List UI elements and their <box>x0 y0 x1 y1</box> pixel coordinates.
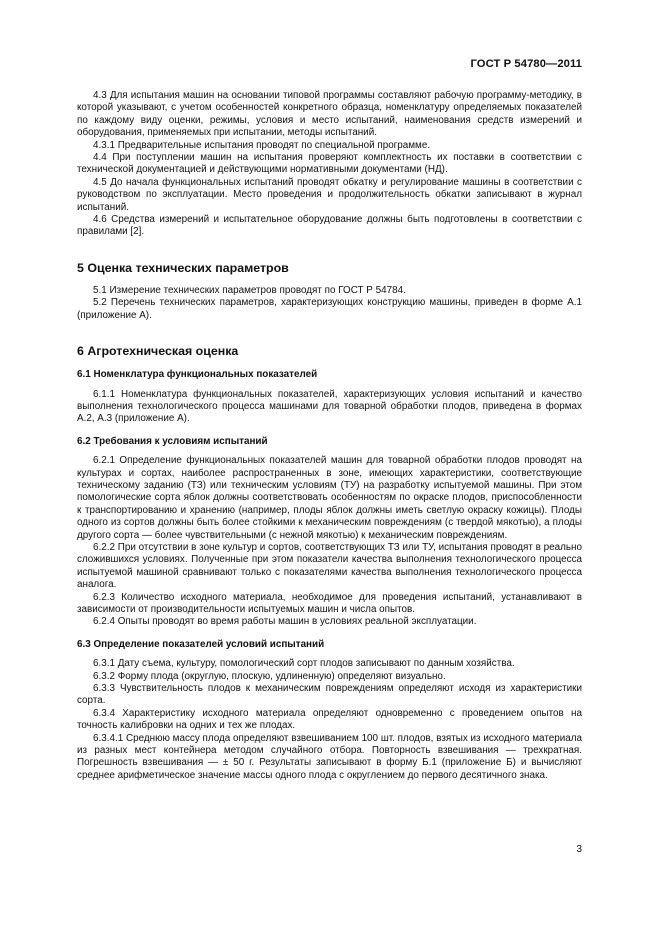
paragraph-4-3-1: 4.3.1 Предварительные испытания проводят по специальной программе. <box>93 139 431 151</box>
subsection-6-3-title: 6.3 Определение показателей условий испытаний <box>77 638 325 650</box>
paragraph-6-3-2: 6.3.2 Форму плода (округлую, плоскую, удлиненную) определяют визуально. <box>93 670 446 682</box>
page-content <box>77 90 582 782</box>
document-code: ГОСТ Р 54780—2011 <box>470 58 582 70</box>
paragraph-6-1-1: 6.1.1 Номенклатура функциональных показателей, характеризующих условия испытаний и качество выполнения технологического процесса машинами для товарной обработки плодов, приведена в формах А.2, А.3 (приложение А). <box>77 388 582 425</box>
paragraph-6-2-4: 6.2.4 Опыты проводят во время работы машин в условиях реальной эксплуатации. <box>93 616 477 628</box>
paragraph-4-3: 4.3 Для испытания машин на основании типовой программы составляют рабочую программу-методику, в которой указывают, с учетом особенностей конкретного образца, номенклатуру определяемых показателей по каждому виду оценки, режимы, условия и место испытаний, наименования средств измерений и оборудования, применяемых при испытании, методы испытаний. <box>77 90 582 139</box>
subsection-6-1-title: 6.1 Номенклатура функциональных показателей <box>77 369 318 381</box>
subsection-6-2-title: 6.2 Требования к условиям испытаний <box>77 435 268 447</box>
paragraph-6-2-2: 6.2.2 При отсутствии в зоне культур и сортов, соответствующих ТЗ или ТУ, испытания проводят в реально сложившихся условиях. Полученные при этом показатели качества выполнения технологического процесса испытуемой машиной сравнивают только с показателями качества выполнения технологического процесса аналога. <box>77 541 582 591</box>
page-number: 3 <box>576 844 582 855</box>
paragraph-6-3-1: 6.3.1 Дату съема, культуру, помологический сорт плодов записывают по данным хозяйства. <box>93 658 515 670</box>
paragraph-6-2-3: 6.2.3 Количество исходного материала, необходимое для проведения испытаний, устанавливают в зависимости от производительности испытуемых машин и числа опытов. <box>77 591 582 615</box>
section-6-title: 6 Агротехническая оценка <box>77 344 239 359</box>
paragraph-4-5: 4.5 До начала функциональных испытаний проводят обкатку и регулирование машины в соответствии с руководством по эксплуатации. Место проведения и продолжительность обкатки записывают в журнал испытаний. <box>77 176 582 213</box>
paragraph-6-2-1: 6.2.1 Определение функциональных показателей машин для товарной обработки плодов проводят на культурах и сортах, наиболее распространенных в зоне, имеющих характеристики, соответствующие техническому заданию (ТЗ) или техническим условиям (ТУ) на разработку испытуемой машины. При этом помологические сорта яблок должны соответствовать особенностям по окраске плодов, приспособленности к транспортированию и хранению (например, плоды яблок должны иметь светлую окраску кожицы). Плоды одного из сортов должны быть более стойкими к механическим повреждениям (с твердой мякотью), а плоды другого сорта — более чувствительными (с нежной мякотью) к механическим повреждениям. <box>77 455 582 541</box>
paragraph-4-4: 4.4 При поступлении машин на испытания проверяют комплектность их поставки в соответствии с технической документацией и действующими нормативными документами (НД). <box>77 152 582 176</box>
paragraph-6-3-3: 6.3.3 Чувствительность плодов к механическим повреждениям определяют исходя из характеристики сорта. <box>77 683 582 707</box>
section-5-title: 5 Оценка технических параметров <box>77 260 289 275</box>
paragraph-5-2: 5.2 Перечень технических параметров, характеризующих конструкцию машины, приведен в форме А.1 (приложение А). <box>77 297 582 321</box>
paragraph-5-1: 5.1 Измерение технических параметров проводят по ГОСТ Р 54784. <box>93 284 406 296</box>
paragraph-6-3-4: 6.3.4 Характеристику исходного материала определяют одновременно с проведением опытов на точность калибровки на одних и тех же плодах. <box>77 707 582 732</box>
paragraph-4-6: 4.6 Средства измерений и испытательное оборудование должны быть подготовлены в соответствии с правилами [2]. <box>77 214 582 238</box>
paragraph-6-3-4-1: 6.3.4.1 Среднюю массу плода определяют взвешиванием 100 шт. плодов, взятых из исходного материала из разных мест контейнера методом случайного отбора. Повторность взвешивания — трехкратная. Погрешность взвешивания — ± 50 г. Результаты записывают в форму Б.1 (приложение Б) и вычисляют среднее арифметическое значение массы одного плода с округлением до первого десятичного знака. <box>77 732 582 781</box>
